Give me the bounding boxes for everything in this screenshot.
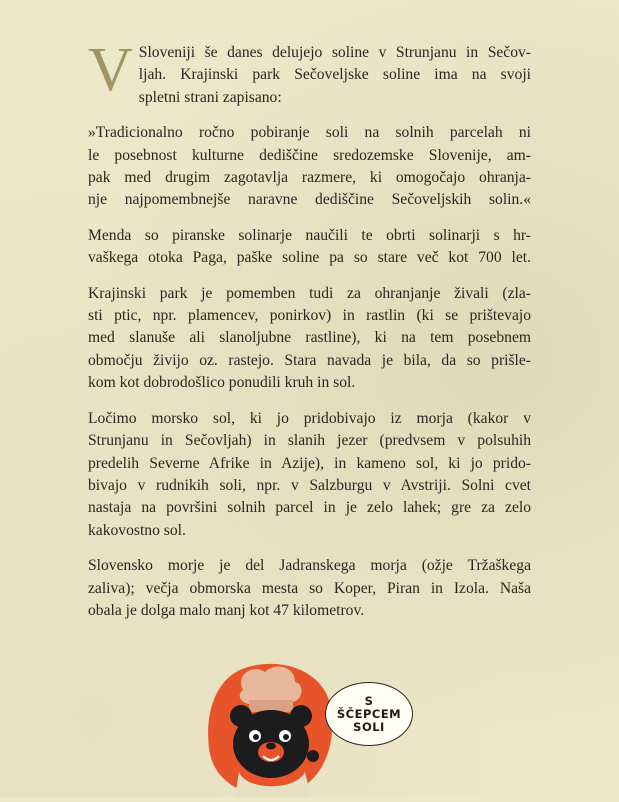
text-line: kom kot dobrodošlico ponudili kruh in sol. bbox=[88, 374, 356, 392]
text-line: bivajo v rudnikih soli, npr. v Salzburgu v Avstriji. Solni cvet bbox=[88, 476, 531, 494]
bubble-line: ŠČEPCEM bbox=[336, 706, 402, 721]
text-line: Sloveniji še danes delujejo soline v Strunjanu in Sečov- bbox=[138, 44, 531, 61]
text-line: ljah. Krajinski park Sečoveljske soline ima na svoji bbox=[138, 66, 531, 84]
text-line: zaliva); večja obmorska mesta so Koper, Piran in Izola. Naša bbox=[88, 579, 531, 597]
text-line: Strunjanu in Sečovljah) in slanih jezer (predvsem v polsuhih bbox=[88, 432, 531, 450]
text-line: obala je dolga malo manj kot 47 kilometrov. bbox=[88, 601, 365, 619]
text-line: Slovensko morje je del Jadranskega morja (ožje Tržaškega bbox=[88, 557, 531, 575]
bubble-line: SOLI bbox=[353, 719, 385, 734]
speech-bubble bbox=[325, 682, 413, 746]
salt-mascot bbox=[205, 660, 465, 797]
text-line: »Tradicionalno ročno pobiranje soli na solnih parcelah ni bbox=[88, 124, 531, 142]
text-line: spletni strani zapisano: bbox=[138, 88, 282, 106]
text-line: nje najpomembnejše naravne dediščine Sečoveljskih solin.« bbox=[88, 191, 531, 209]
text-line: predelih Severne Afrike in Azije), in kameno sol, ki jo prido- bbox=[88, 454, 531, 472]
bear-paw bbox=[307, 750, 319, 762]
bear-nose bbox=[266, 743, 276, 750]
drop-cap: V bbox=[88, 36, 133, 104]
text-line: med slanuše ali slanoljubne rastline), ki na tem posebnem bbox=[88, 329, 531, 347]
text-line: Krajinski park je pomemben tudi za ohranjanje živali (zla- bbox=[88, 284, 531, 302]
text-line: nastaja na površini solnih parcel in je zelo lahek; gre za zelo bbox=[88, 499, 531, 517]
text-line: območju živijo oz. rastejo. Stara navada je bila, da so prišle- bbox=[88, 351, 531, 369]
paragraph-3 bbox=[88, 225, 531, 270]
bear-chef-illustration bbox=[205, 660, 345, 797]
text-line: kakovostno sol. bbox=[88, 521, 186, 539]
paragraph-quote bbox=[88, 122, 531, 212]
text-line: sti ptic, npr. plamencev, ponirkov) in rastlin (ki se prištevajo bbox=[88, 307, 531, 325]
text-line: le posebnost kulturne dediščine sredozemske Slovenije, am- bbox=[88, 146, 531, 164]
paragraph-6 bbox=[88, 555, 531, 622]
text-line: vaškega otoka Paga, paške soline pa so stare več kot 700 let. bbox=[88, 249, 531, 267]
text-line: pak med drugim zagotavlja razmere, ki omogočajo ohranja- bbox=[88, 169, 531, 187]
article-body bbox=[88, 36, 531, 635]
paragraph-4 bbox=[88, 283, 531, 395]
text-line: Ločimo morsko sol, ki jo pridobivajo iz morja (kakor v bbox=[88, 409, 531, 427]
text-line: Menda so piranske solinarje naučili te obrti solinarji s hr- bbox=[88, 226, 531, 244]
paragraph-5 bbox=[88, 408, 531, 542]
bubble-line: S bbox=[364, 693, 374, 708]
paragraph-1 bbox=[88, 36, 531, 109]
